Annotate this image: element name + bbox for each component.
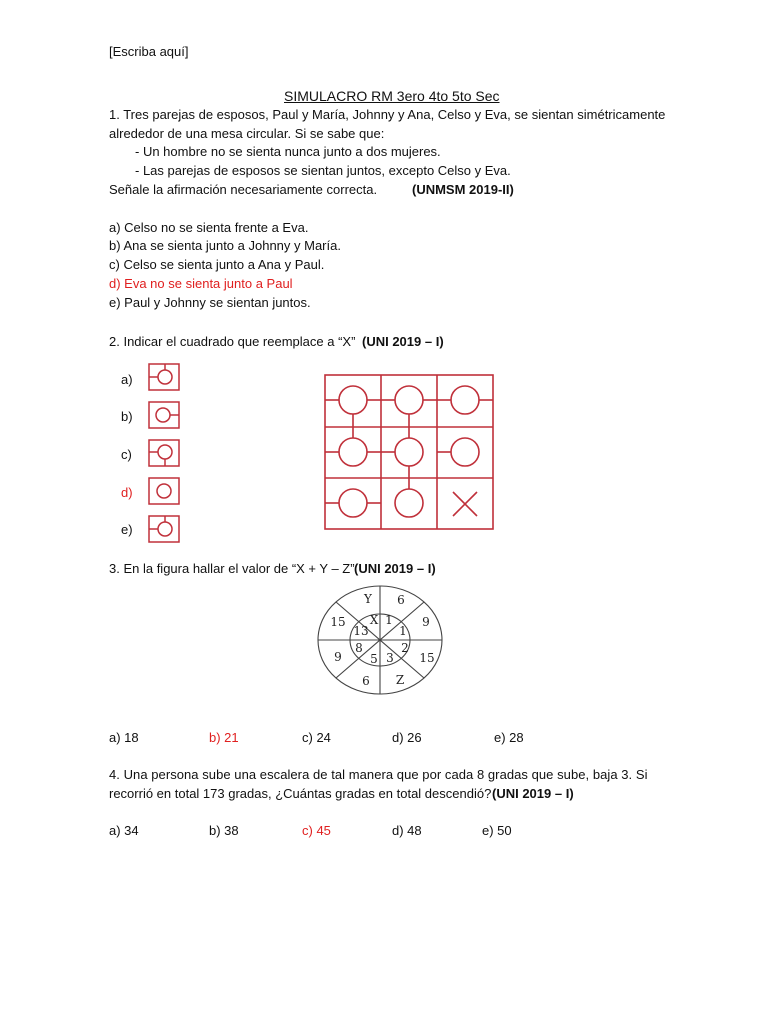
- q4-answer-c: c) 45: [302, 823, 331, 838]
- q2-option-c-label: c): [121, 447, 132, 462]
- q2-option-a-label: a): [121, 372, 133, 387]
- wheel-outer-15-right: 15: [419, 651, 435, 665]
- wheel-inner-13: 13: [353, 624, 369, 638]
- q3-text: 3. En la figura hallar el valor de “X + Y – Z”: [109, 561, 355, 576]
- q1-line1: 1. Tres parejas de esposos, Paul y María, Johnny y Ana, Celso y Eva, se sientan simétricamente: [109, 107, 666, 122]
- grid-cell-2-2: [381, 427, 423, 478]
- wheel-inner-X: X: [369, 613, 379, 627]
- header-placeholder: [Escriba aquí]: [109, 44, 189, 59]
- grid-cell-1-3: [437, 386, 493, 414]
- q1-option-e: e) Paul y Johnny se sientan juntos.: [109, 295, 311, 310]
- wheel-inner-5: 5: [370, 652, 378, 666]
- q1-line3: Señale la afirmación necesariamente correcta.: [109, 182, 378, 197]
- wheel-outer-6-bottom: 6: [362, 674, 370, 688]
- wheel-inner-8: 8: [355, 641, 363, 655]
- grid-cell-1-2: [381, 386, 437, 427]
- wheel-inner-3: 3: [386, 651, 394, 665]
- page-title: SIMULACRO RM 3ero 4to 5to Sec: [284, 88, 500, 104]
- grid-cell-2-1: [325, 427, 381, 466]
- wheel-outer-9-right: 9: [422, 615, 430, 629]
- q4-line2: recorrió en total 173 gradas, ¿Cuántas gradas en total descendió?: [109, 786, 492, 801]
- q2-source: (UNI 2019 – I): [362, 334, 444, 349]
- q2-grid-figure: [322, 372, 496, 532]
- q1-bullet2: - Las parejas de esposos se sientan juntos, excepto Celso y Eva.: [135, 163, 511, 178]
- q1-option-c: c) Celso se sienta junto a Ana y Paul.: [109, 257, 325, 272]
- option-d-figure: [149, 478, 179, 504]
- wheel-inner-1a: 1: [385, 613, 393, 627]
- grid-cell-1-1: [325, 386, 381, 427]
- q2-option-figures: [146, 362, 182, 552]
- q4-answer-b: b) 38: [209, 823, 239, 838]
- option-b-figure: [149, 402, 179, 428]
- q3-answer-b: b) 21: [209, 730, 239, 745]
- wheel-inner-2: 2: [401, 641, 409, 655]
- q3-answer-d: d) 26: [392, 730, 422, 745]
- q2-text: 2. Indicar el cuadrado que reemplace a “X”: [109, 334, 356, 349]
- q1-option-d: d) Eva no se sienta junto a Paul: [109, 276, 293, 291]
- wheel-outer-Z: Z: [395, 673, 405, 687]
- grid-cell-3-1: [325, 489, 381, 517]
- wheel-outer-9-left: 9: [334, 650, 342, 664]
- q4-answer-e: e) 50: [482, 823, 512, 838]
- wheel-inner-1b: 1: [399, 624, 407, 638]
- q4-line1: 4. Una persona sube una escalera de tal manera que por cada 8 gradas que sube, baja 3. Si: [109, 767, 648, 782]
- grid-cell-2-3: [437, 438, 479, 466]
- option-a-figure: [149, 364, 179, 390]
- wheel-outer-6-top: 6: [397, 593, 405, 607]
- q4-answer-d: d) 48: [392, 823, 422, 838]
- q1-source: (UNMSM 2019-II): [412, 182, 514, 197]
- grid-cell-3-2: [395, 478, 423, 517]
- q1-bullet1: - Un hombre no se sienta nunca junto a dos mujeres.: [135, 144, 441, 159]
- q2-option-e-label: e): [121, 522, 133, 537]
- q1-option-a: a) Celso no se sienta frente a Eva.: [109, 220, 309, 235]
- q3-answer-c: c) 24: [302, 730, 331, 745]
- q1-line2: alrededor de una mesa circular. Si se sabe que:: [109, 126, 385, 141]
- grid-cell-3-3-x: [453, 492, 477, 516]
- q4-answer-a: a) 34: [109, 823, 139, 838]
- q4-source: (UNI 2019 – I): [492, 786, 574, 801]
- q1-option-b: b) Ana se sienta junto a Johnny y María.: [109, 238, 341, 253]
- q3-answer-e: e) 28: [494, 730, 524, 745]
- q2-option-b-label: b): [121, 409, 133, 424]
- wheel-outer-Y: Y: [364, 592, 372, 606]
- q3-wheel-figure: [316, 584, 444, 696]
- q2-option-d-label: d): [121, 485, 133, 500]
- option-c-figure: [149, 440, 179, 466]
- wheel-outer-15-left: 15: [330, 615, 346, 629]
- q3-answer-a: a) 18: [109, 730, 139, 745]
- option-e-figure: [149, 516, 179, 542]
- q3-source: (UNI 2019 – I): [354, 561, 436, 576]
